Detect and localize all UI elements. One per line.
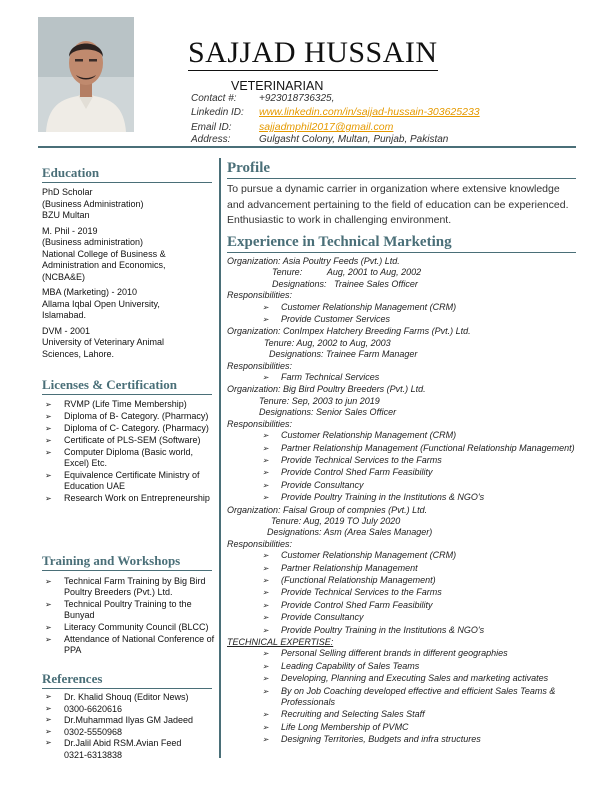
- list-item: ➢ Dr.Muhammad Ilyas GM Jadeed: [42, 715, 217, 726]
- profile-photo: [38, 17, 134, 132]
- list-item: ➢ Computer Diploma (Basic world, Excel) Etc.: [42, 447, 217, 469]
- list-item: ➢ 0302-5550968: [42, 727, 217, 738]
- list-item: ➢ Partner Relationship Management: [262, 563, 577, 574]
- contact-email: Email ID: sajjadmphil2017@gmail.com: [191, 121, 394, 133]
- education-item: PhD Scholar (Business Administration) BZU Multan: [42, 187, 144, 220]
- list-item: ➢ Provide Control Shed Farm Feasibility: [262, 467, 577, 478]
- education-item: M. Phil - 2019 (Business administration) National College of Business & Administration and Economics, (NCBA&E): [42, 225, 166, 282]
- list-item: ➢ Recruiting and Selecting Sales Staff: [262, 709, 577, 720]
- designation-line: Designations: Trainee Sales Officer: [272, 278, 418, 289]
- list-item: ➢ (Functional Relationship Management): [262, 575, 577, 586]
- organization-line: Organization: Asia Poultry Feeds (Pvt.) Ltd.: [227, 256, 400, 266]
- list-item: ➢ Life Long Membership of PVMC: [262, 722, 577, 733]
- profile-heading: Profile: [227, 160, 576, 179]
- designation-line: Designations: Trainee Farm Manager: [269, 349, 418, 360]
- list-item: ➢ Designing Territories, Budgets and infra structures: [262, 734, 577, 745]
- list-item: ➢ Provide Consultancy: [262, 612, 577, 623]
- reference-phone: 0321-6313838: [64, 749, 123, 760]
- portrait-image: [38, 17, 134, 132]
- tenure-line: Tenure: Sep, 2003 to jun 2019: [259, 395, 380, 406]
- responsibilities-label: Responsibilities:: [227, 360, 293, 371]
- licenses-heading: Licenses & Certification: [42, 377, 212, 395]
- linkedin-link[interactable]: www.linkedin.com/in/sajjad-hussain-303625233: [259, 106, 480, 118]
- organization-line: Organization: Big Bird Poultry Breeders (Pvt.) Ltd.: [227, 384, 426, 395]
- list-item: ➢ Literacy Community Council (BLCC): [42, 622, 217, 633]
- technical-expertise-label: TECHNICAL EXPERTISE:: [227, 637, 334, 647]
- profile-text: To pursue a dynamic carrier in organization where extensive knowledge and advancement pertaining to the field of education can be experienced. Enthusiastic to work in challenging environment.: [227, 183, 569, 226]
- contact-phone: Contact #: +923018736325,: [191, 93, 335, 104]
- list-item: ➢ Provide Customer Services: [262, 314, 577, 325]
- training-list: [42, 576, 217, 657]
- list-item: ➢ Provide Consultancy: [262, 480, 577, 491]
- list-item: ➢ By on Job Coaching developed effective and efficient Sales Teams & Professionals: [262, 686, 577, 709]
- contact-address: Address: Gulgasht Colony, Multan, Punjab, Pakistan: [191, 134, 449, 145]
- tenure-line: Tenure: Aug, 2019 TO July 2020: [271, 515, 401, 526]
- list-item: ➢ RVMP (Life Time Membership): [42, 399, 217, 410]
- list-item: ➢ Provide Technical Services to the Farms: [262, 587, 577, 598]
- list-item: ➢ Dr.Jalil Abid RSM.Avian Feed: [42, 738, 217, 749]
- education-list: [42, 187, 217, 364]
- list-item: ➢ Dr. Khalid Shouq (Editor News): [42, 692, 217, 703]
- job-title: VETERINARIAN: [231, 79, 324, 93]
- training-heading: Training and Workshops: [42, 553, 212, 571]
- education-item: DVM - 2001 University of Veterinary Animal Sciences, Lahore.: [42, 325, 165, 359]
- designation-line: Designations: Senior Sales Officer: [259, 407, 397, 418]
- header-divider: [38, 146, 576, 148]
- licenses-list: [42, 399, 217, 505]
- column-divider: [219, 158, 221, 758]
- list-item: ➢ Provide Poultry Training in the Institutions & NGO's: [262, 625, 577, 636]
- list-item: ➢ Developing, Planning and Executing Sales and marketing activates: [262, 673, 577, 684]
- list-item: ➢ Provide Technical Services to the Farms: [262, 455, 577, 466]
- list-item: ➢ Certificate of PLS-SEM (Software): [42, 435, 217, 446]
- list-item: ➢ Technical Farm Training by Big Bird Poultry Breeders (Pvt.) Ltd.: [42, 576, 217, 598]
- list-item: ➢ Attendance of National Conference of PPA: [42, 634, 217, 656]
- list-item: ➢ Partner Relationship Management (Functional Relationship Management): [262, 443, 577, 454]
- education-item: MBA (Marketing) - 2010 Allama Iqbal Open University, Islamabad.: [42, 287, 160, 320]
- organization-line: Organization: Faisal Group of compnies (Pvt.) Ltd.: [227, 504, 428, 515]
- list-item: ➢ Diploma of B- Category. (Pharmacy): [42, 411, 217, 422]
- email-link[interactable]: sajjadmphil2017@gmail.com: [259, 121, 394, 133]
- responsibilities-label: Responsibilities:: [227, 538, 293, 549]
- responsibilities-label: Responsibilities:: [227, 418, 293, 429]
- list-item: ➢ Customer Relationship Management (CRM): [262, 430, 577, 441]
- education-heading: Education: [42, 165, 212, 183]
- list-item: ➢ Technical Poultry Training to the Bunyad: [42, 599, 217, 621]
- list-item: ➢ Customer Relationship Management (CRM): [262, 302, 577, 313]
- designation-line: Designations: Asm (Area Sales Manager): [267, 527, 433, 538]
- references-list: [42, 692, 217, 760]
- references-heading: References: [42, 671, 212, 689]
- list-item: ➢ Customer Relationship Management (CRM): [262, 550, 577, 561]
- list-item: ➢ 0300-6620616: [42, 704, 217, 715]
- tenure-line: Tenure: Aug, 2002 to Aug, 2003: [264, 337, 391, 348]
- list-item: ➢ Leading Capability of Sales Teams: [262, 661, 577, 672]
- list-item: ➢ Diploma of C- Category. (Pharmacy): [42, 423, 217, 434]
- list-item: ➢ Personal Selling different brands in different geographies: [262, 648, 577, 659]
- candidate-name: SAJJAD HUSSAIN: [188, 36, 438, 69]
- list-item: ➢ Farm Technical Services: [262, 372, 577, 383]
- experience-heading: Experience in Technical Marketing: [227, 234, 576, 253]
- experience-body: [227, 256, 577, 747]
- tenure-line: Tenure: Aug, 2001 to Aug, 2002: [272, 267, 422, 278]
- contact-linkedin: Linkedin ID: www.linkedin.com/in/sajjad-hussain-303625233: [191, 106, 480, 118]
- list-item: ➢ Research Work on Entrepreneurship: [42, 493, 217, 504]
- list-item: ➢ Equivalence Certificate Ministry of Education UAE: [42, 470, 217, 492]
- list-item: ➢ Provide Poultry Training in the Institutions & NGO's: [262, 492, 577, 503]
- list-item: ➢ Provide Control Shed Farm Feasibility: [262, 600, 577, 611]
- organization-line: Organization: ConImpex Hatchery Breeding Farms (Pvt.) Ltd.: [227, 326, 471, 337]
- responsibilities-label: Responsibilities:: [227, 290, 293, 301]
